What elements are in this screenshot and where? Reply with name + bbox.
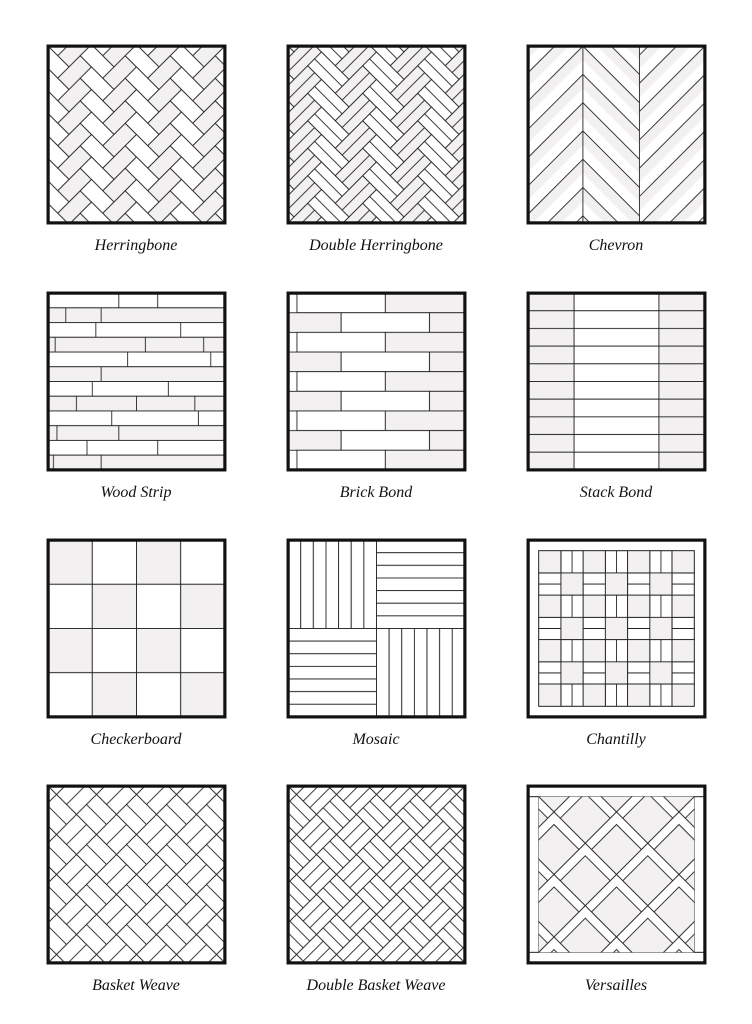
pattern-label: Wood Strip: [100, 484, 172, 501]
pattern-tile-wood-strip: [46, 291, 227, 472]
pattern-label: Herringbone: [94, 237, 178, 254]
pattern-label: Basket Weave: [92, 977, 180, 994]
pattern-label: Checkerboard: [90, 731, 182, 748]
mosaic-pattern-drawing: [286, 538, 467, 719]
pattern-tile-chantilly: [526, 538, 707, 719]
pattern-label: Chevron: [588, 237, 644, 254]
double-basket-weave-pattern-drawing: [286, 784, 467, 965]
pattern-tile-double-herringbone: [286, 44, 467, 225]
pattern-label: Mosaic: [352, 731, 400, 748]
chantilly-pattern-drawing: [526, 538, 707, 719]
pattern-tile-basket-weave: [46, 784, 227, 965]
pattern-label: Brick Bond: [339, 484, 413, 501]
wood-strip-pattern-drawing: [46, 291, 227, 472]
checkerboard-pattern-drawing: [46, 538, 227, 719]
pattern-tile-brick-bond: [286, 291, 467, 472]
pattern-tile-double-basket-weave: [286, 784, 467, 965]
pattern-label: Double Basket Weave: [306, 977, 446, 994]
pattern-label: Double Herringbone: [309, 237, 443, 254]
pattern-tile-herringbone: [46, 44, 227, 225]
pattern-label: Versailles: [584, 977, 648, 994]
basket-weave-pattern-drawing: [46, 784, 227, 965]
brick-bond-pattern-drawing: [286, 291, 467, 472]
chevron-pattern-drawing: [526, 44, 707, 225]
herringbone-pattern-drawing: [46, 44, 227, 225]
pattern-tile-checkerboard: [46, 538, 227, 719]
pattern-tile-versailles: [526, 784, 707, 965]
pattern-tile-mosaic: [286, 538, 467, 719]
double-herringbone-pattern-drawing: [286, 44, 467, 225]
pattern-label: Stack Bond: [579, 484, 653, 501]
stack-bond-pattern-drawing: [526, 291, 707, 472]
pattern-label: Chantilly: [586, 731, 646, 748]
pattern-tile-chevron: [526, 44, 707, 225]
versailles-pattern-drawing: [526, 784, 707, 965]
pattern-tile-stack-bond: [526, 291, 707, 472]
